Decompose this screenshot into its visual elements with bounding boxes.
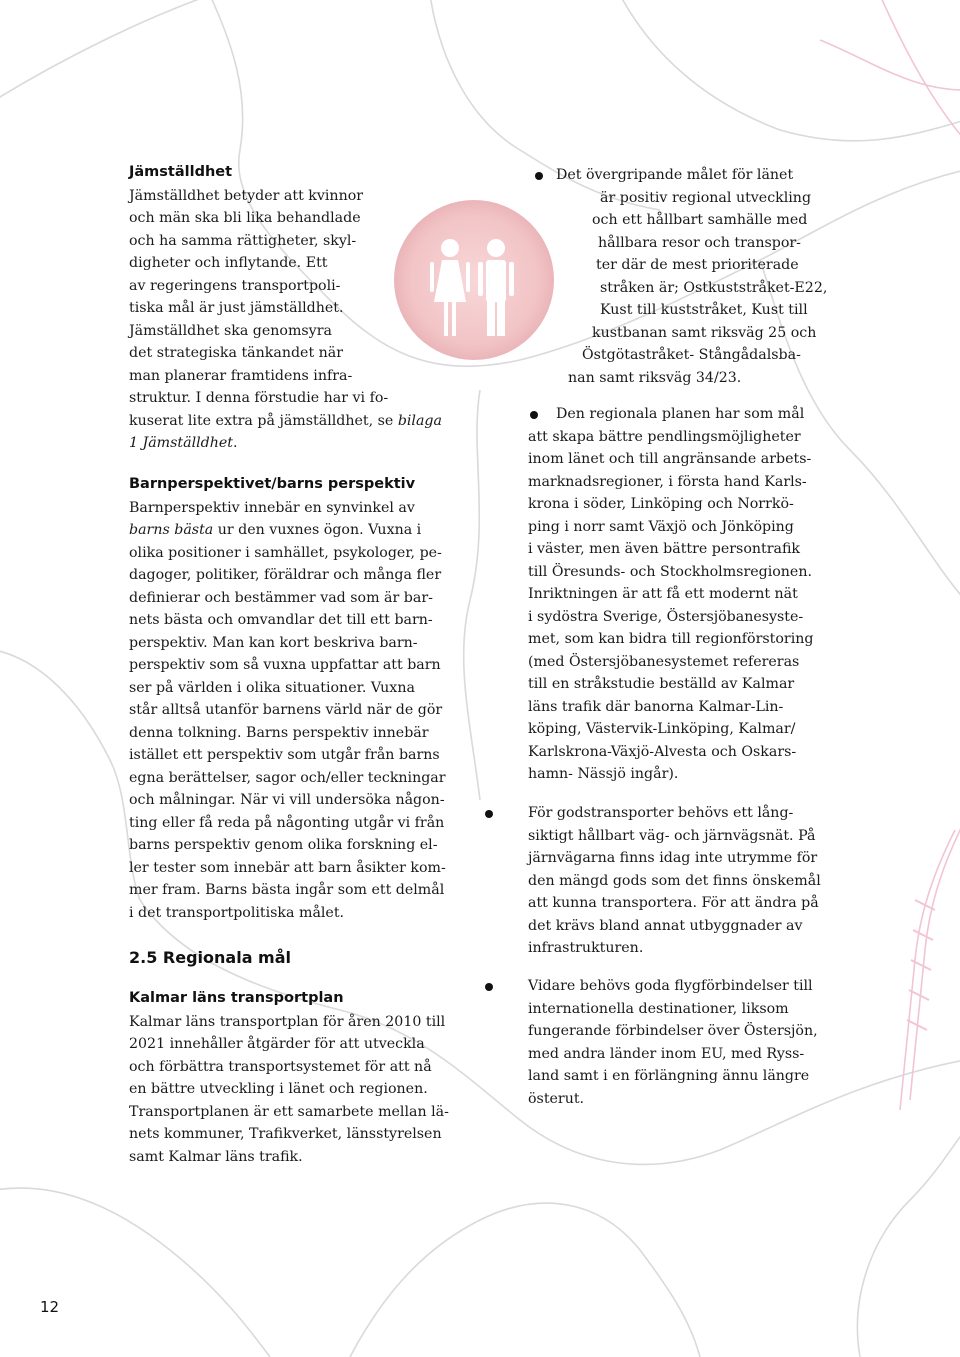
text-line: krona i söder, Linköping och Norrkö-	[528, 496, 794, 512]
text-line: ping i norr samt Växjö och Jönköping	[528, 519, 794, 535]
text-line: land samt i en förlängning ännu längre	[528, 1068, 810, 1084]
text-line: infrastrukturen.	[528, 940, 644, 956]
text-line: ter där de mest prioriterade	[596, 257, 799, 273]
text-line	[129, 432, 237, 455]
text-span: .	[232, 435, 238, 451]
text-line: egna berättelser, sagor och/eller teckningar	[129, 770, 446, 786]
text-line: och ett hållbart samhälle med	[592, 212, 808, 228]
text-line: siktigt hållbart väg- och järnvägsnät. På	[528, 828, 816, 844]
text-line: perspektiv som så vuxna uppfattar att barn	[129, 657, 441, 673]
text-line: till en stråkstudie beställd av Kalmar	[528, 676, 795, 692]
text-line: perspektiv. Man kan kort beskriva barn-	[129, 635, 418, 651]
text-line: hållbara resor och transpor-	[598, 235, 801, 251]
text-line: dagoger, politiker, föräldrar och många fler	[129, 567, 442, 583]
text-line: den mängd gods som det finns önskemål	[528, 873, 821, 889]
text-line: inom länet och till angränsande arbets-	[528, 451, 812, 467]
text-line: köping, Västervik-Linköping, Kalmar/	[528, 721, 796, 737]
text-line: och män ska bli lika behandlade	[129, 210, 361, 226]
text-line	[129, 410, 442, 433]
text-line: och ha samma rättigheter, skyl-	[129, 233, 357, 249]
text-line: en bättre utveckling i länet och regionen.	[129, 1081, 428, 1097]
text-line: av regeringens transportpoli-	[129, 278, 341, 294]
text-line: samt Kalmar läns trafik.	[129, 1149, 303, 1165]
text-line: barns perspektiv genom olika forskning el-	[129, 837, 438, 853]
heading-regionala-mal: 2.5 Regionala mål	[129, 948, 292, 967]
bullet-dot	[535, 172, 543, 180]
text-line: läns trafik där banorna Kalmar-Lin-	[528, 699, 784, 715]
heading-barnperspektivet: Barnperspektivet/barns perspektiv	[129, 476, 416, 492]
text-line: Vidare behövs goda flygförbindelser till	[528, 978, 813, 994]
text-line: stråken är; Ostkuststråket-E22,	[600, 280, 828, 296]
text-line: man planerar framtidens infra-	[129, 368, 353, 384]
text-line: Kalmar läns transportplan för åren 2010 till	[129, 1014, 446, 1030]
text-line: nets bästa och omvandlar det till ett barn-	[129, 612, 433, 628]
text-line: digheter och inflytande. Ett	[129, 255, 328, 271]
text-line: (med Östersjöbanesystemet refereras	[528, 654, 800, 670]
text-line: det strategiska tänkandet när	[129, 345, 344, 361]
text-line: mer fram. Barns bästa ingår som ett delmål	[129, 882, 445, 898]
text-line: kustbanan samt riksväg 25 och	[592, 325, 817, 341]
text-line	[129, 519, 421, 542]
text-line: Det övergripande målet för länet	[556, 167, 794, 183]
italic-reference: 1 Jämställdhet	[129, 435, 233, 451]
text-line: nets kommuner, Trafikverket, länsstyrelsen	[129, 1126, 442, 1142]
text-line: att skapa bättre pendlingsmöjligheter	[528, 429, 801, 445]
text-line: är positiv regional utveckling	[600, 190, 812, 206]
text-line: met, som kan bidra till regionförstoring	[528, 631, 814, 647]
text-span: kuserat lite extra på jämställdhet, se	[129, 413, 394, 429]
text-line: med andra länder inom EU, med Ryss-	[528, 1046, 805, 1062]
text-line: hamn- Nässjö ingår).	[528, 766, 679, 782]
text-line: För godstransporter behövs ett lång-	[528, 805, 794, 821]
text-line: i väster, men även bättre persontrafik	[528, 541, 801, 557]
text-line: Karlskrona-Växjö-Alvesta och Oskars-	[528, 744, 797, 760]
text-line: definierar och bestämmer vad som är bar-	[129, 590, 433, 606]
text-line: nan samt riksväg 34/23.	[568, 370, 742, 386]
text-line: Jämställdhet ska genomsyra	[129, 323, 332, 339]
italic-term: barns bästa	[129, 522, 214, 538]
text-line: ting eller få reda på någonting utgår vi från	[129, 815, 445, 831]
text-line: tiska mål är just jämställdhet.	[129, 300, 344, 316]
text-line: och målningar. När vi vill undersöka någon-	[129, 792, 445, 808]
bullet-dot	[485, 810, 493, 818]
text-line: i sydöstra Sverige, Östersjöbanesyste-	[528, 609, 804, 625]
text-line: marknadsregioner, i första hand Karls-	[528, 474, 807, 490]
page-number: 12	[40, 1298, 60, 1316]
gender-equality-icon	[392, 198, 556, 362]
text-line: Inriktningen är att få ett modernt nät	[528, 586, 798, 602]
text-line: fungerande förbindelser över Östersjön,	[528, 1023, 818, 1039]
text-line: och förbättra transportsystemet för att nå	[129, 1059, 432, 1075]
text-line: Den regionala planen har som mål	[556, 406, 805, 422]
text-line: 2021 innehåller åtgärder för att utveckla	[129, 1036, 425, 1052]
text-line: ser på världen i olika situationer. Vuxna	[129, 680, 415, 696]
text-span: ur den vuxnes ögon. Vuxna i	[213, 522, 422, 538]
text-line: denna tolkning. Barns perspektiv innebär	[129, 725, 429, 741]
text-line: järnvägarna finns idag inte utrymme för	[528, 850, 818, 866]
text-line: istället ett perspektiv som utgår från barns	[129, 747, 440, 763]
text-line: Östgötastråket- Stångådalsba-	[582, 347, 801, 363]
heading-kalmar-transportplan: Kalmar läns transportplan	[129, 990, 344, 1006]
heading-jamstalldhet: Jämställdhet	[129, 164, 233, 180]
text-line: internationella destinationer, liksom	[528, 1001, 789, 1017]
text-line: det krävs bland annat utbyggnader av	[528, 918, 803, 934]
text-line: Jämställdhet betyder att kvinnor	[129, 188, 364, 204]
bullet-dot	[530, 411, 538, 419]
text-line: struktur. I denna förstudie har vi fo-	[129, 390, 389, 406]
text-line: ler tester som innebär att barn åsikter kom-	[129, 860, 446, 876]
text-line: till Öresunds- och Stockholmsregionen.	[528, 564, 812, 580]
text-line: i det transportpolitiska målet.	[129, 905, 345, 921]
text-line: österut.	[528, 1091, 585, 1107]
text-line: står alltså utanför barnens värld när de gör	[129, 702, 443, 718]
text-line: Kust till kuststråket, Kust till	[600, 302, 808, 318]
bullet-dot	[485, 983, 493, 991]
text-line: Barnperspektiv innebär en synvinkel av	[129, 500, 415, 516]
text-line: olika positioner i samhället, psykologer, pe-	[129, 545, 442, 561]
text-line: att kunna transportera. För att ändra på	[528, 895, 819, 911]
text-line: Transportplanen är ett samarbete mellan lä-	[129, 1104, 449, 1120]
italic-reference: bilaga	[397, 413, 442, 429]
